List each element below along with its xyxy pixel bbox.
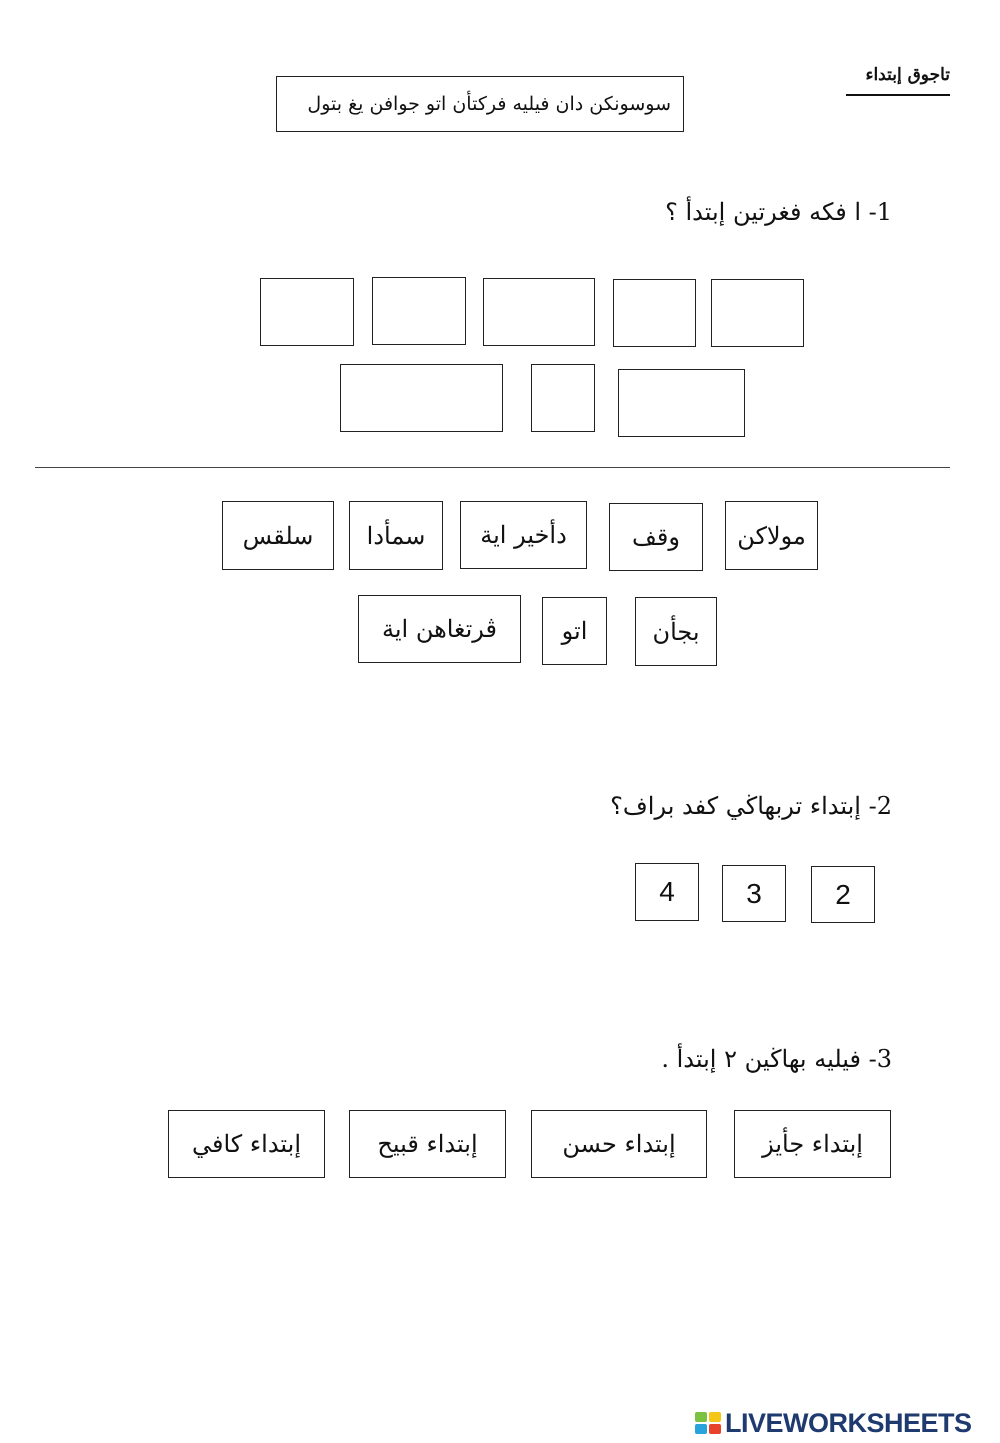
word-card[interactable]: اتو: [542, 597, 607, 665]
answer-drop-zone[interactable]: [613, 279, 696, 347]
word-card[interactable]: مولاكن: [725, 501, 818, 570]
option-button[interactable]: إبتداء قبيح: [349, 1110, 506, 1178]
option-button[interactable]: إبتداء جأيز: [734, 1110, 891, 1178]
section-divider: [35, 467, 950, 468]
answer-drop-zone[interactable]: [260, 278, 354, 346]
option-button[interactable]: 3: [722, 865, 786, 922]
answer-drop-zone[interactable]: [372, 277, 466, 345]
answer-drop-zone[interactable]: [711, 279, 804, 347]
topic-title: تاجوق إبتداء: [846, 62, 950, 96]
word-card[interactable]: بجأن: [635, 597, 717, 666]
question-3-text: 3- فيليه بهاڬين ٢ إبتدأ .: [661, 1045, 892, 1073]
instruction-box: سوسونكن دان فيليه فركتأن اتو جوافن يغ بتول: [276, 76, 684, 132]
option-button[interactable]: إبتداء حسن: [531, 1110, 707, 1178]
answer-drop-zone[interactable]: [340, 364, 503, 432]
word-card[interactable]: سمأدا: [349, 501, 443, 570]
liveworksheets-icon: [695, 1412, 721, 1434]
word-card[interactable]: وقف: [609, 503, 703, 571]
word-card[interactable]: سلقس: [222, 501, 334, 570]
word-card[interactable]: دأخير اية: [460, 501, 587, 569]
option-button[interactable]: 2: [811, 866, 875, 923]
option-button[interactable]: إبتداء كافي: [168, 1110, 325, 1178]
word-card[interactable]: ڤرتغاهن اية: [358, 595, 521, 663]
liveworksheets-logo: [695, 1408, 995, 1438]
question-1-text: 1- ا فكه فغرتين إبتدأ ؟: [665, 198, 892, 226]
question-2-text: 2- إبتداء تربهاڬي كفد براف؟: [610, 792, 892, 820]
option-button[interactable]: 4: [635, 863, 699, 921]
answer-drop-zone[interactable]: [483, 278, 595, 346]
answer-drop-zone[interactable]: [618, 369, 745, 437]
brand-name: LIVEWORKSHEETS: [725, 1407, 972, 1438]
answer-drop-zone[interactable]: [531, 364, 595, 432]
